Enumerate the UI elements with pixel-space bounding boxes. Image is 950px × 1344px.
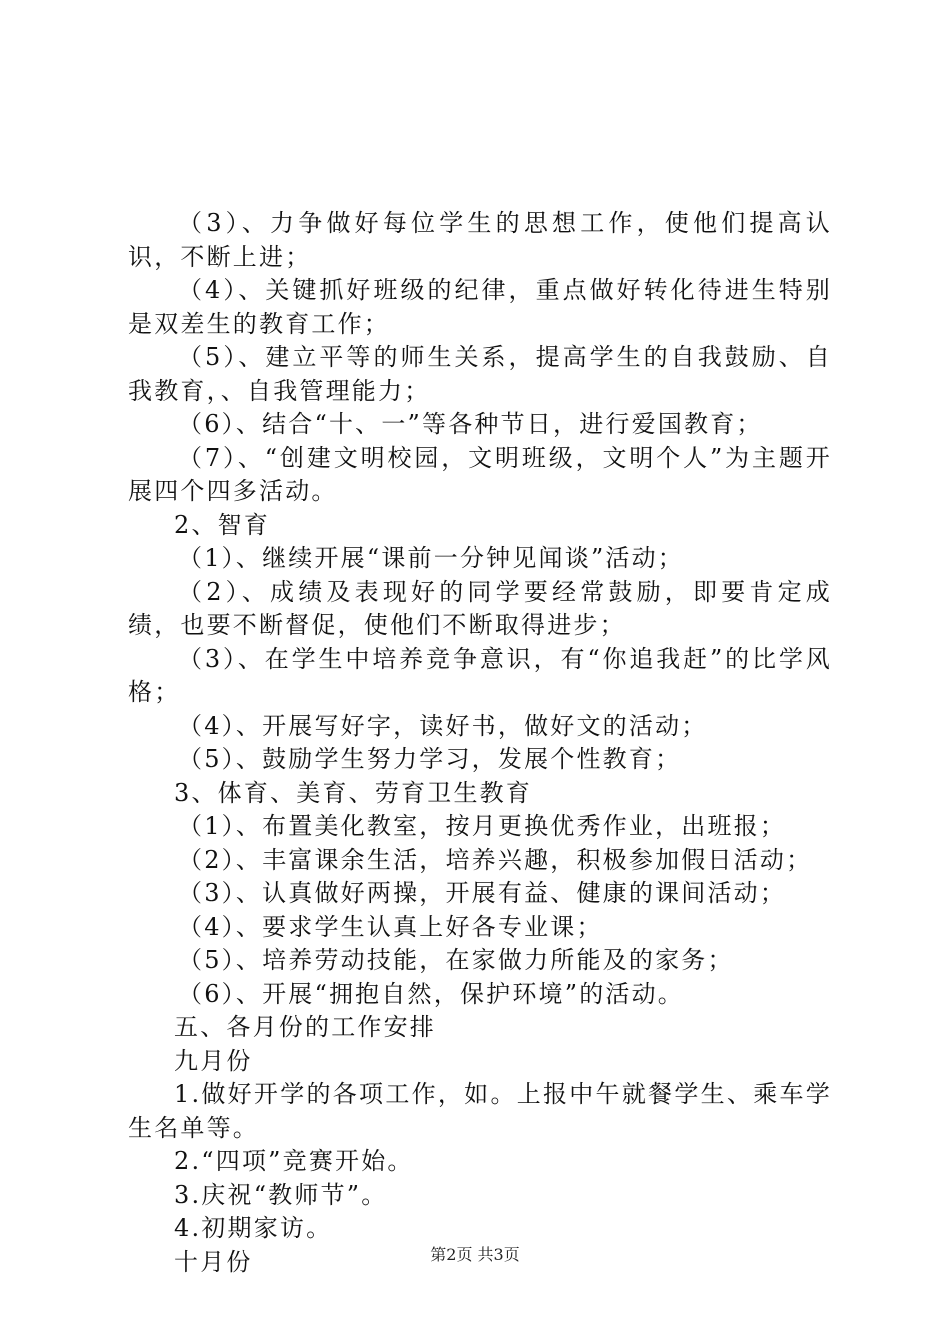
- september-item-2: 2.“四项”竞赛开始。: [174, 1147, 414, 1175]
- paragraph-item-4-discipline: （4）、关键抓好班级的纪律，重点做好转化待进生特别是双差生的教育工作；: [128, 276, 832, 338]
- paragraph-intellectual-3: （3）、在学生中培养竞争意识，有“你追我赶”的比学风格；: [128, 644, 832, 706]
- paragraph-item-3-thought-work: （3）、力争做好每位学生的思想工作，使他们提高认识，不断上进；: [128, 209, 832, 271]
- paragraph-physical-4: （4）、要求学生认真上好各专业课；: [178, 912, 603, 941]
- document-body: [128, 207, 832, 1279]
- paragraph-physical-1: （1）、布置美化教室，按月更换优秀作业，出班报；: [178, 812, 787, 840]
- paragraph-intellectual-5: （5）、鼓励学生努力学习，发展个性教育；: [178, 745, 682, 773]
- section-heading-monthly-plan: 五、各月份的工作安排: [174, 1013, 436, 1041]
- september-item-1: 1.做好开学的各项工作，如。上报中午就餐学生、乘车学生名单等。: [128, 1080, 832, 1142]
- section-heading-intellectual: 2、智育: [174, 510, 271, 539]
- month-heading-october: 十月份: [174, 1247, 253, 1276]
- paragraph-item-7-civilization: （7）、“创建文明校园，文明班级，文明个人”为主题开展四个四多活动。: [128, 443, 832, 505]
- paragraph-intellectual-4: （4）、开展写好字，读好书，做好文的活动；: [178, 711, 708, 740]
- page-number-label: 第2页 共3页: [430, 1245, 520, 1264]
- september-item-4: 4.初期家访。: [174, 1214, 333, 1242]
- page-footer: [0, 1245, 950, 1265]
- paragraph-intellectual-2: （2）、成绩及表现好的同学要经常鼓励，即要肯定成绩，也要不断督促，使他们不断取得进步；: [128, 577, 832, 639]
- september-item-3: 3.庆祝“教师节”。: [174, 1180, 388, 1209]
- month-heading-september: 九月份: [174, 1046, 253, 1075]
- paragraph-physical-6: （6）、开展“拥抱自然，保护环境”的活动。: [178, 979, 685, 1008]
- paragraph-item-5-relationship: （5）、建立平等的师生关系，提高学生的自我鼓励、自我教育，、自我管理能力；: [128, 343, 832, 405]
- paragraph-item-6-holiday: （6）、结合“十、一”等各种节日，进行爱国教育；: [178, 410, 763, 438]
- section-heading-physical: 3、体育、美育、劳育卫生教育: [174, 778, 533, 807]
- paragraph-physical-3: （3）、认真做好两操，开展有益、健康的课间活动；: [178, 879, 787, 907]
- paragraph-physical-5: （5）、培养劳动技能，在家做力所能及的家务；: [178, 946, 734, 974]
- paragraph-physical-2: （2）、丰富课余生活，培养兴趣，积极参加假日活动；: [178, 845, 813, 874]
- paragraph-intellectual-1: （1）、继续开展“课前一分钟见闻谈”活动；: [178, 544, 685, 572]
